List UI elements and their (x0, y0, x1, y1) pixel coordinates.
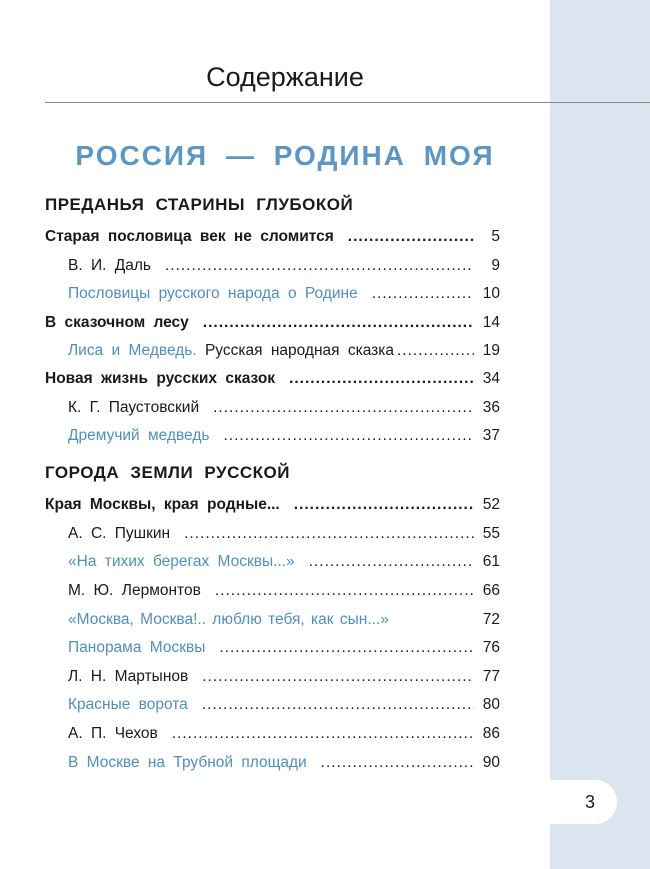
toc-entry[interactable] (68, 427, 500, 445)
entry-title: Лиса и Медведь. (68, 342, 197, 359)
dot-leader (397, 342, 474, 360)
dot-leader (203, 314, 474, 332)
toc-entry[interactable] (68, 285, 500, 303)
entry-page: 34 (482, 370, 500, 387)
toc-entry[interactable] (68, 399, 500, 417)
entry-page: 37 (482, 427, 500, 444)
page-title: Содержание (206, 62, 364, 92)
dot-leader (372, 285, 474, 303)
title-divider (45, 102, 650, 103)
toc-entry[interactable] (45, 496, 500, 514)
entry-subtitle: Русская народная сказка (204, 342, 394, 359)
entry-title: «Москва, Москва!.. люблю тебя, как сын...» (68, 611, 389, 628)
toc-entry[interactable] (45, 370, 500, 388)
section-heading: ПРЕДАНЬЯ СТАРИНЫ ГЛУБОКОЙ (45, 195, 354, 214)
part-heading: РОССИЯ — РОДИНА МОЯ (75, 140, 495, 171)
toc-entry[interactable] (68, 342, 500, 360)
dot-leader (348, 228, 474, 246)
toc-entry[interactable] (68, 257, 500, 275)
dot-leader (294, 496, 474, 514)
entry-title: Пословицы русского народа о Родине (68, 285, 358, 302)
entry-title: В сказочном лесу (45, 314, 189, 331)
page-number: 3 (550, 780, 617, 824)
entry-title: Красные ворота (68, 696, 188, 713)
entry-title: Панорама Москвы (68, 639, 206, 656)
entry-page: 90 (482, 754, 500, 771)
toc-entry[interactable] (45, 228, 500, 246)
entry-page: 76 (482, 639, 500, 656)
entry-title: К. Г. Паустовский (68, 399, 200, 416)
page-margin-band (550, 0, 650, 869)
entry-title: Дремучий медведь (68, 427, 210, 444)
entry-page: 52 (482, 496, 500, 513)
entry-title: Л. Н. Мартынов (68, 668, 189, 685)
entry-page: 19 (482, 342, 500, 359)
entry-title: А. П. Чехов (68, 725, 158, 742)
dot-leader (309, 553, 474, 571)
entry-page: 55 (482, 525, 500, 542)
entry-page: 86 (482, 725, 500, 742)
dot-leader (215, 582, 474, 600)
toc-entry[interactable] (68, 639, 500, 657)
toc-entry[interactable] (68, 553, 500, 571)
toc-entry[interactable] (68, 696, 500, 714)
entry-page: 10 (482, 285, 500, 302)
entry-title: В Москве на Трубной площади (68, 754, 307, 771)
dot-leader (184, 525, 474, 543)
dot-leader (172, 725, 474, 743)
dot-leader (289, 370, 474, 388)
entry-page: 72 (482, 611, 500, 628)
entry-title: А. С. Пушкин (68, 525, 171, 542)
dot-leader (213, 399, 474, 417)
toc-entry[interactable] (68, 525, 500, 543)
dot-leader (165, 257, 474, 275)
toc-entry[interactable] (68, 611, 500, 629)
entry-page: 9 (491, 257, 500, 274)
toc-entry[interactable] (45, 314, 500, 332)
section-heading: ГОРОДА ЗЕМЛИ РУССКОЙ (45, 463, 290, 482)
entry-page: 80 (482, 696, 500, 713)
toc-entry[interactable] (68, 668, 500, 686)
entry-title: Новая жизнь русских сказок (45, 370, 276, 387)
entry-title: М. Ю. Лермонтов (68, 582, 201, 599)
dot-leader (223, 427, 474, 445)
entry-page: 61 (482, 553, 500, 570)
entry-page: 77 (482, 668, 500, 685)
entry-page: 36 (482, 399, 500, 416)
toc-entry[interactable] (68, 754, 500, 772)
dot-leader (202, 668, 474, 686)
entry-page: 66 (482, 582, 500, 599)
entry-title: Края Москвы, края родные... (45, 496, 280, 513)
dot-leader (321, 754, 474, 772)
dot-leader (219, 639, 474, 657)
entry-page: 5 (491, 228, 500, 245)
entry-title: Старая пословица век не сломится (45, 228, 334, 245)
entry-title: В. И. Даль (68, 257, 151, 274)
toc-entry[interactable] (68, 725, 500, 743)
toc-entry[interactable] (68, 582, 500, 600)
entry-title: «На тихих берегах Москвы...» (68, 553, 295, 570)
dot-leader (202, 696, 474, 714)
entry-page: 14 (482, 314, 500, 331)
